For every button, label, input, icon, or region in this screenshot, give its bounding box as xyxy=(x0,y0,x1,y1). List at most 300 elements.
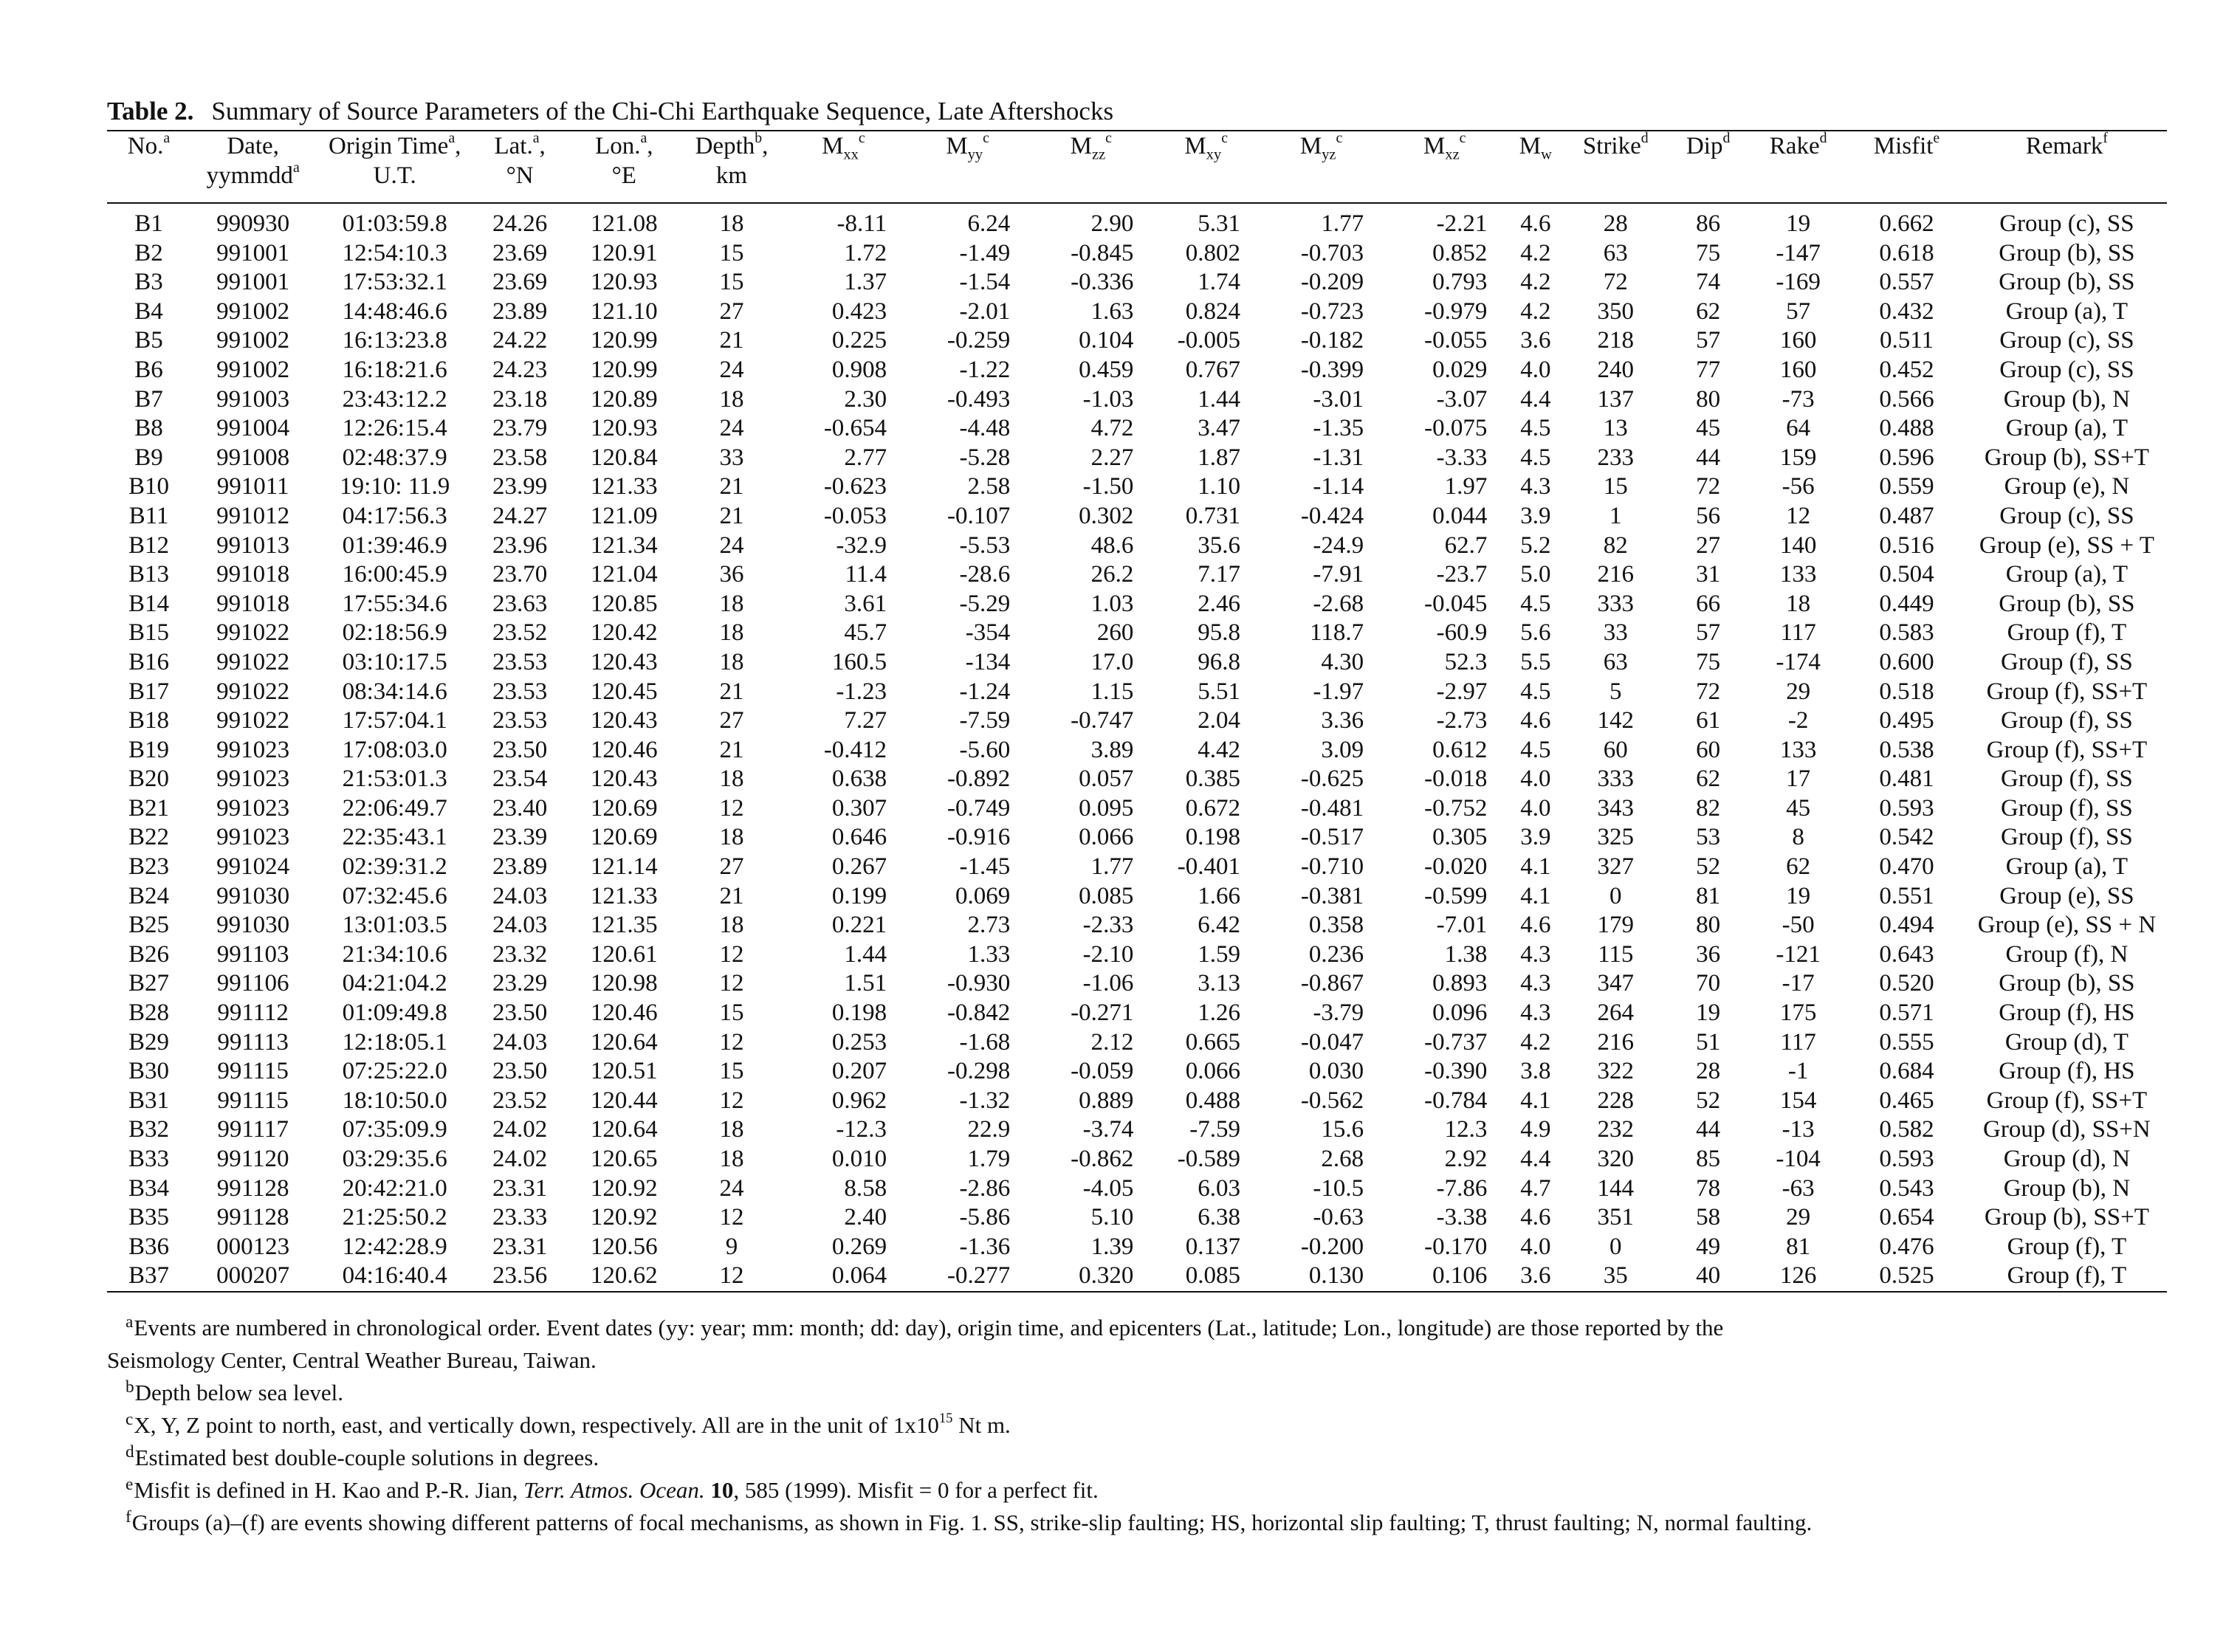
cell-depth: 33 xyxy=(719,444,744,471)
cell-rake: 64 xyxy=(1786,415,1811,442)
cell-mxy: 1.26 xyxy=(1198,999,1240,1027)
cell-dip: 62 xyxy=(1696,297,1721,325)
cell-dip: 49 xyxy=(1696,1233,1721,1260)
cell-depth: 21 xyxy=(719,736,744,763)
cell-mxx: 0.221 xyxy=(831,912,887,939)
cell-mw: 4.3 xyxy=(1520,970,1551,997)
cell-strike: 351 xyxy=(1597,1204,1635,1231)
cell-mxz: -2.97 xyxy=(1436,678,1488,705)
cell-depth: 12 xyxy=(719,794,744,822)
table-row xyxy=(107,911,2167,940)
cell-strike: 5 xyxy=(1609,678,1622,705)
cell-myz: -24.9 xyxy=(1313,531,1364,559)
cell-mxx: 160.5 xyxy=(831,648,887,675)
cell-mxy: 4.42 xyxy=(1198,736,1240,763)
cell-depth: 12 xyxy=(719,1028,744,1056)
cell-lon: 120.99 xyxy=(590,356,658,383)
cell-date: 991128 xyxy=(216,1174,289,1202)
cell-mxz: 12.3 xyxy=(1444,1116,1488,1143)
cell-rake: -17 xyxy=(1782,970,1815,997)
cell-mzz: -2.33 xyxy=(1082,912,1134,939)
cell-time: 01:39:46.9 xyxy=(342,531,447,559)
cell-lon: 120.46 xyxy=(590,736,658,763)
cell-dip: 57 xyxy=(1696,327,1721,354)
table-row xyxy=(107,794,2167,824)
cell-time: 21:25:50.2 xyxy=(342,1204,447,1231)
cell-rake: 19 xyxy=(1786,882,1811,909)
cell-dip: 58 xyxy=(1696,1204,1721,1231)
cell-mzz: 1.15 xyxy=(1090,678,1134,705)
cell-remark: Group (f), SS xyxy=(2001,765,2133,793)
table-label: Table 2. xyxy=(107,97,194,125)
cell-mzz: 0.085 xyxy=(1079,882,1134,909)
cell-date: 991011 xyxy=(216,473,289,500)
cell-time: 07:25:22.0 xyxy=(342,1058,447,1085)
cell-lon: 121.09 xyxy=(590,502,658,529)
cell-strike: 33 xyxy=(1603,619,1628,647)
cell-misfit: 0.596 xyxy=(1879,444,1934,471)
table-row xyxy=(107,326,2167,356)
cell-depth: 18 xyxy=(719,824,744,851)
cell-mw: 3.9 xyxy=(1520,502,1551,529)
cell-lat: 24.03 xyxy=(492,882,548,909)
table-caption xyxy=(107,94,2167,130)
cell-date: 991002 xyxy=(216,327,290,354)
cell-lat: 23.31 xyxy=(492,1233,548,1260)
cell-remark: Group (e), SS + T xyxy=(1979,531,2154,559)
cell-remark: Group (a), T xyxy=(2005,561,2129,588)
cell-misfit: 0.593 xyxy=(1879,794,1934,822)
cell-mxz: 0.096 xyxy=(1432,999,1488,1027)
cell-mzz: -0.059 xyxy=(1071,1058,1134,1085)
cell-mxz: -60.9 xyxy=(1436,619,1488,647)
cell-myy: -4.48 xyxy=(959,415,1011,442)
cell-mzz: -1.50 xyxy=(1082,473,1134,500)
cell-rake: -121 xyxy=(1776,940,1821,968)
cell-myy: 2.73 xyxy=(967,912,1011,939)
cell-mw: 4.0 xyxy=(1520,794,1551,822)
cell-depth: 21 xyxy=(719,882,744,909)
cell-no: B25 xyxy=(128,912,169,939)
cell-depth: 18 xyxy=(719,590,744,617)
cell-no: B36 xyxy=(128,1233,169,1260)
cell-remark: Group (c), SS xyxy=(1999,356,2134,383)
cell-time: 04:16:40.4 xyxy=(315,1262,474,1292)
cell-remark: Group (f), SS xyxy=(2001,794,2133,822)
cell-mxy: 0.137 xyxy=(1185,1233,1240,1260)
cell-mxy: 0.672 xyxy=(1185,794,1240,822)
footnote-f: $^f$Groups (a)–(f) are events showing different patterns of focal mechanisms, as shown in Fig. 1. SS, strike-slip faulting; HS, horizontal slip faulting; T, thrust faulting; N, normal faulting. xyxy=(126,1507,1813,1535)
cell-rake: 133 xyxy=(1779,561,1817,588)
cell-mxy: 3.13 xyxy=(1198,970,1240,997)
cell-dip: 28 xyxy=(1696,1058,1721,1085)
cell-rake: 159 xyxy=(1779,444,1817,471)
cell-lon: 120.85 xyxy=(590,590,658,617)
cell-misfit: 0.582 xyxy=(1879,1116,1934,1143)
cell-myy: -0.277 xyxy=(906,1262,1029,1292)
cell-mxy: 96.8 xyxy=(1198,648,1240,675)
cell-date: 991008 xyxy=(216,444,290,471)
cell-dip: 53 xyxy=(1696,824,1721,851)
cell-rake: 19 xyxy=(1786,210,1811,237)
cell-misfit: 0.487 xyxy=(1879,502,1934,529)
cell-dip: 82 xyxy=(1696,794,1721,822)
cell-strike: 179 xyxy=(1597,912,1635,939)
cell-mxz: -0.075 xyxy=(1424,415,1488,442)
cell-mxx: 0.423 xyxy=(831,297,887,325)
cell-myy: -0.298 xyxy=(946,1058,1011,1085)
cell-misfit: 0.662 xyxy=(1879,210,1934,237)
cell-mxx: 45.7 xyxy=(844,619,887,647)
cell-myz: -0.723 xyxy=(1300,297,1364,325)
cell-lat: 23.50 xyxy=(492,1058,548,1085)
cell-mxy: 0.824 xyxy=(1185,297,1240,325)
cell-rake: 18 xyxy=(1786,590,1811,617)
cell-no: B22 xyxy=(128,824,169,851)
cell-mzz: 0.459 xyxy=(1079,356,1134,383)
cell-mzz: -0.271 xyxy=(1071,999,1134,1027)
table-row xyxy=(107,1115,2167,1145)
cell-mw: 4.3 xyxy=(1520,473,1551,500)
cell-no: B2 xyxy=(134,239,163,266)
cell-depth: 15 xyxy=(719,999,744,1027)
column-header-depth: Depth$^b$, km xyxy=(682,131,780,203)
cell-mxy: 35.6 xyxy=(1198,531,1240,559)
cell-depth: 12 xyxy=(719,1087,744,1114)
cell-misfit: 0.543 xyxy=(1879,1174,1934,1202)
cell-mxx: 0.267 xyxy=(831,853,887,881)
cell-myz: -0.182 xyxy=(1300,327,1364,354)
cell-mxx: 0.199 xyxy=(831,882,887,909)
cell-mzz: -1.06 xyxy=(1082,970,1134,997)
cell-date: 991023 xyxy=(216,765,290,793)
cell-mxy: 5.51 xyxy=(1198,678,1240,705)
cell-mxx: 0.269 xyxy=(831,1233,887,1260)
cell-mw: 4.1 xyxy=(1520,853,1551,881)
cell-mxz: -0.752 xyxy=(1424,794,1488,822)
cell-rake: -104 xyxy=(1776,1146,1821,1172)
cell-mw: 4.5 xyxy=(1520,590,1551,617)
cell-lat: 23.52 xyxy=(492,619,548,647)
cell-no: B34 xyxy=(128,1174,169,1202)
cell-remark: Group (f), SS xyxy=(2001,707,2133,734)
cell-depth: 36 xyxy=(719,561,744,588)
cell-myz: -0.562 xyxy=(1300,1087,1364,1114)
cell-strike: 333 xyxy=(1597,590,1635,617)
cell-rake: -147 xyxy=(1776,239,1821,266)
cell-mxz: 0.029 xyxy=(1432,356,1488,383)
table-row xyxy=(107,531,2167,561)
cell-mxx: 8.58 xyxy=(844,1174,887,1202)
cell-mxy: 0.731 xyxy=(1185,502,1240,529)
cell-lat: 24.02 xyxy=(492,1146,548,1172)
cell-lon: 120.42 xyxy=(590,619,658,647)
cell-time: 23:43:12.2 xyxy=(342,385,447,413)
cell-depth: 15 xyxy=(719,1058,744,1085)
footnote-e: $^e$Misfit is defined in H. Kao and P.-R. Jian, Terr. Atmos. Ocean. 10, 585 (1999). Misfit = 0 for a perfect fit. xyxy=(126,1474,1099,1503)
cell-no: B17 xyxy=(128,678,169,705)
cell-depth: 18 xyxy=(719,385,744,413)
cell-remark: Group (e), SS xyxy=(1999,882,2134,909)
cell-strike: 327 xyxy=(1597,853,1635,881)
cell-no: B7 xyxy=(134,385,163,413)
cell-mxx: 0.010 xyxy=(831,1146,887,1172)
cell-mxy: 1.10 xyxy=(1198,473,1240,500)
cell-date: 000207 xyxy=(190,1262,315,1292)
column-header-rake: Rake$^d$ xyxy=(1750,131,1846,203)
cell-strike: 233 xyxy=(1597,444,1635,471)
cell-rake: 29 xyxy=(1786,678,1811,705)
cell-lat: 23.32 xyxy=(492,940,548,968)
cell-mxy: 0.665 xyxy=(1185,1028,1240,1056)
cell-mzz: 17.0 xyxy=(1090,648,1134,675)
cell-misfit: 0.559 xyxy=(1879,473,1934,500)
cell-date: 991120 xyxy=(216,1146,289,1172)
cell-mw: 4.9 xyxy=(1520,1116,1551,1143)
cell-dip: 70 xyxy=(1696,970,1721,997)
cell-rake: -50 xyxy=(1782,912,1815,939)
cell-myz: -0.63 xyxy=(1313,1204,1364,1231)
cell-mw: 4.3 xyxy=(1520,940,1551,968)
cell-strike: 322 xyxy=(1597,1058,1635,1085)
cell-lat: 23.53 xyxy=(492,678,548,705)
cell-strike: 1 xyxy=(1609,502,1622,529)
cell-rake: 160 xyxy=(1779,356,1817,383)
cell-strike: 240 xyxy=(1597,356,1635,383)
cell-myz: -1.35 xyxy=(1313,415,1364,442)
table-row xyxy=(107,1087,2167,1116)
cell-mxz: -2.73 xyxy=(1436,707,1488,734)
cell-mxy: 1.59 xyxy=(1198,940,1240,968)
cell-date: 991023 xyxy=(216,736,290,763)
cell-date: 991022 xyxy=(216,619,290,647)
cell-lon: 120.51 xyxy=(590,1058,658,1085)
cell-time: 17:08:03.0 xyxy=(342,736,447,763)
cell-lat: 23.69 xyxy=(492,269,548,296)
cell-strike: 216 xyxy=(1597,561,1635,588)
table-body xyxy=(107,203,2167,1292)
cell-date: 991022 xyxy=(216,707,290,734)
cell-time: 02:39:31.2 xyxy=(342,853,447,881)
cell-misfit: 0.432 xyxy=(1879,297,1934,325)
cell-time: 17:55:34.6 xyxy=(342,590,447,617)
table-row xyxy=(107,472,2167,502)
cell-rake: 154 xyxy=(1779,1087,1817,1114)
table-row xyxy=(107,853,2167,882)
cell-mxx: 2.40 xyxy=(844,1204,887,1231)
cell-mxz: 1.38 xyxy=(1444,940,1488,968)
cell-misfit: 0.476 xyxy=(1879,1233,1934,1260)
cell-misfit: 0.449 xyxy=(1879,590,1934,617)
column-header-myz: $M_{yz}^c$ xyxy=(1260,131,1383,203)
cell-myy: -1.36 xyxy=(959,1233,1011,1260)
cell-mxy: -0.005 xyxy=(1177,327,1240,354)
cell-lat: 23.39 xyxy=(492,824,548,851)
cell-depth: 21 xyxy=(719,502,744,529)
cell-rake: 29 xyxy=(1786,1204,1811,1231)
cell-dip: 75 xyxy=(1696,239,1721,266)
cell-depth: 18 xyxy=(719,210,744,237)
cell-myy: -1.24 xyxy=(959,678,1011,705)
cell-date: 991103 xyxy=(216,940,289,968)
cell-date: 991003 xyxy=(216,385,290,413)
cell-dip: 72 xyxy=(1696,473,1721,500)
cell-mxx: 1.72 xyxy=(844,239,887,266)
cell-myy: -1.49 xyxy=(959,239,1011,266)
table-row xyxy=(107,765,2167,794)
cell-mzz: -0.336 xyxy=(1071,269,1134,296)
cell-mxz: -0.055 xyxy=(1424,327,1488,354)
cell-lon: 120.64 xyxy=(590,1028,658,1056)
cell-remark: Group (f), SS+T xyxy=(1986,1087,2148,1114)
cell-depth: 24 xyxy=(719,356,744,383)
footnote-c: $^c$X, Y, Z point to north, east, and vertically down, respectively. All are in the unit of $1x10^{15}$ Nt m. xyxy=(126,1409,1011,1438)
cell-strike: 218 xyxy=(1597,327,1635,354)
cell-rake: -1 xyxy=(1787,1058,1809,1085)
cell-dip: 52 xyxy=(1696,853,1721,881)
cell-time: 21:34:10.6 xyxy=(342,940,447,968)
cell-mxx: 3.61 xyxy=(844,590,887,617)
cell-date: 991022 xyxy=(216,678,290,705)
cell-depth: 12 xyxy=(719,1204,744,1231)
column-header-lon: Lon.$^a$, °E xyxy=(566,131,682,203)
cell-time: 04:21:04.2 xyxy=(342,970,447,997)
cell-myz: 4.30 xyxy=(1321,648,1364,675)
cell-rake: 160 xyxy=(1779,327,1817,354)
cell-date: 991024 xyxy=(216,853,290,881)
cell-mzz: -2.10 xyxy=(1082,940,1134,968)
cell-myz: -7.91 xyxy=(1313,561,1364,588)
table-row xyxy=(107,1203,2167,1233)
cell-time: 13:01:03.5 xyxy=(342,912,447,939)
cell-strike: 0 xyxy=(1609,1233,1622,1260)
cell-myy: -1.54 xyxy=(959,269,1011,296)
cell-mzz: 0.095 xyxy=(1079,794,1134,822)
cell-mw: 4.6 xyxy=(1520,707,1551,734)
cell-mxz: 1.97 xyxy=(1444,473,1488,500)
cell-dip: 61 xyxy=(1696,707,1721,734)
cell-myz: 15.6 xyxy=(1321,1116,1364,1143)
cell-remark: Group (b), N xyxy=(2003,1174,2131,1202)
cell-mxx: 0.307 xyxy=(831,794,887,822)
cell-time: 18:10:50.0 xyxy=(342,1087,447,1114)
cell-strike: 350 xyxy=(1597,297,1635,325)
cell-mxx: 0.207 xyxy=(831,1058,887,1085)
cell-rake: 117 xyxy=(1780,1028,1816,1056)
cell-myz: 118.7 xyxy=(1310,619,1364,647)
cell-rake: 17 xyxy=(1786,765,1811,793)
cell-lon: 120.45 xyxy=(590,678,658,705)
cell-depth: 12 xyxy=(682,1262,780,1292)
cell-myz: -3.01 xyxy=(1313,385,1364,413)
cell-misfit: 0.571 xyxy=(1879,999,1934,1027)
cell-misfit: 0.654 xyxy=(1879,1204,1934,1231)
cell-misfit: 0.583 xyxy=(1879,619,1934,647)
column-header-strike: Strike$^d$ xyxy=(1564,131,1666,203)
cell-mxy: 1.44 xyxy=(1198,385,1240,413)
cell-depth: 12 xyxy=(719,970,744,997)
table-row xyxy=(107,414,2167,444)
table-row xyxy=(107,706,2167,736)
cell-depth: 21 xyxy=(719,473,744,500)
cell-depth: 12 xyxy=(719,940,744,968)
cell-lon: 120.43 xyxy=(590,648,658,675)
cell-time: 03:29:35.6 xyxy=(342,1146,447,1172)
cell-time: 07:32:45.6 xyxy=(342,882,447,909)
table-row xyxy=(107,268,2167,297)
cell-date: 991002 xyxy=(216,297,290,325)
cell-time: 12:54:10.3 xyxy=(342,239,447,266)
cell-myz: -1.14 xyxy=(1313,473,1364,500)
table-row xyxy=(107,385,2167,415)
cell-mw: 4.5 xyxy=(1520,678,1551,705)
cell-date: 991012 xyxy=(216,502,290,529)
source-parameters-table xyxy=(107,130,2167,1293)
cell-dip: 27 xyxy=(1696,531,1721,559)
cell-lat: 23.69 xyxy=(492,239,548,266)
cell-remark: Group (b), SS xyxy=(1999,269,2135,296)
cell-dip: 77 xyxy=(1696,356,1721,383)
cell-mxy: -0.401 xyxy=(1177,853,1240,881)
cell-mxy: 5.31 xyxy=(1198,210,1240,237)
cell-no: B11 xyxy=(128,502,169,529)
cell-depth: 24 xyxy=(719,415,744,442)
cell-mzz: -4.05 xyxy=(1082,1174,1134,1202)
cell-mw: 4.7 xyxy=(1520,1174,1551,1202)
cell-remark: Group (c), SS xyxy=(1999,210,2134,237)
cell-myy: -7.59 xyxy=(959,707,1011,734)
cell-mxz: -7.86 xyxy=(1436,1174,1488,1202)
cell-time: 03:10:17.5 xyxy=(342,648,447,675)
cell-date: 991115 xyxy=(217,1058,289,1085)
cell-remark: Group (f), T xyxy=(1967,1262,2167,1292)
cell-lat: 23.58 xyxy=(492,444,548,471)
cell-mxx: 2.30 xyxy=(844,385,887,413)
footnote-a-continued: Seismology Center, Central Weather Bureau, Taiwan. xyxy=(107,1346,597,1373)
cell-mxy: 0.385 xyxy=(1185,765,1240,793)
cell-myz: 1.77 xyxy=(1321,210,1364,237)
cell-remark: Group (f), N xyxy=(2005,940,2129,968)
cell-date: 991004 xyxy=(216,415,290,442)
cell-myz: -10.5 xyxy=(1313,1174,1364,1202)
cell-no: B30 xyxy=(128,1058,169,1085)
cell-mxz: -3.33 xyxy=(1436,444,1488,471)
table-row xyxy=(107,1145,2167,1174)
cell-rake: 117 xyxy=(1780,619,1816,647)
cell-mzz: 26.2 xyxy=(1090,561,1134,588)
cell-no: B6 xyxy=(134,356,163,383)
cell-lat: 23.52 xyxy=(492,1087,548,1114)
cell-misfit: 0.520 xyxy=(1879,970,1934,997)
cell-time: 14:48:46.6 xyxy=(342,297,447,325)
cell-myy: -2.01 xyxy=(959,297,1011,325)
cell-rake: -56 xyxy=(1782,473,1815,500)
cell-mxz: 0.106 xyxy=(1383,1262,1506,1292)
cell-lon: 120.61 xyxy=(590,940,658,968)
cell-strike: 13 xyxy=(1603,415,1628,442)
cell-strike: 264 xyxy=(1597,999,1635,1027)
cell-date: 991023 xyxy=(216,794,290,822)
cell-mxz: 0.893 xyxy=(1432,970,1488,997)
cell-dip: 40 xyxy=(1666,1262,1750,1292)
cell-mxz: 52.3 xyxy=(1444,648,1488,675)
cell-mxy: 1.74 xyxy=(1198,269,1240,296)
table-row xyxy=(107,999,2167,1028)
cell-remark: Group (e), N xyxy=(2004,473,2130,500)
cell-remark: Group (f), SS+T xyxy=(1986,736,2148,763)
cell-remark: Group (b), SS+T xyxy=(1984,444,2149,471)
cell-rake: -169 xyxy=(1776,269,1821,296)
